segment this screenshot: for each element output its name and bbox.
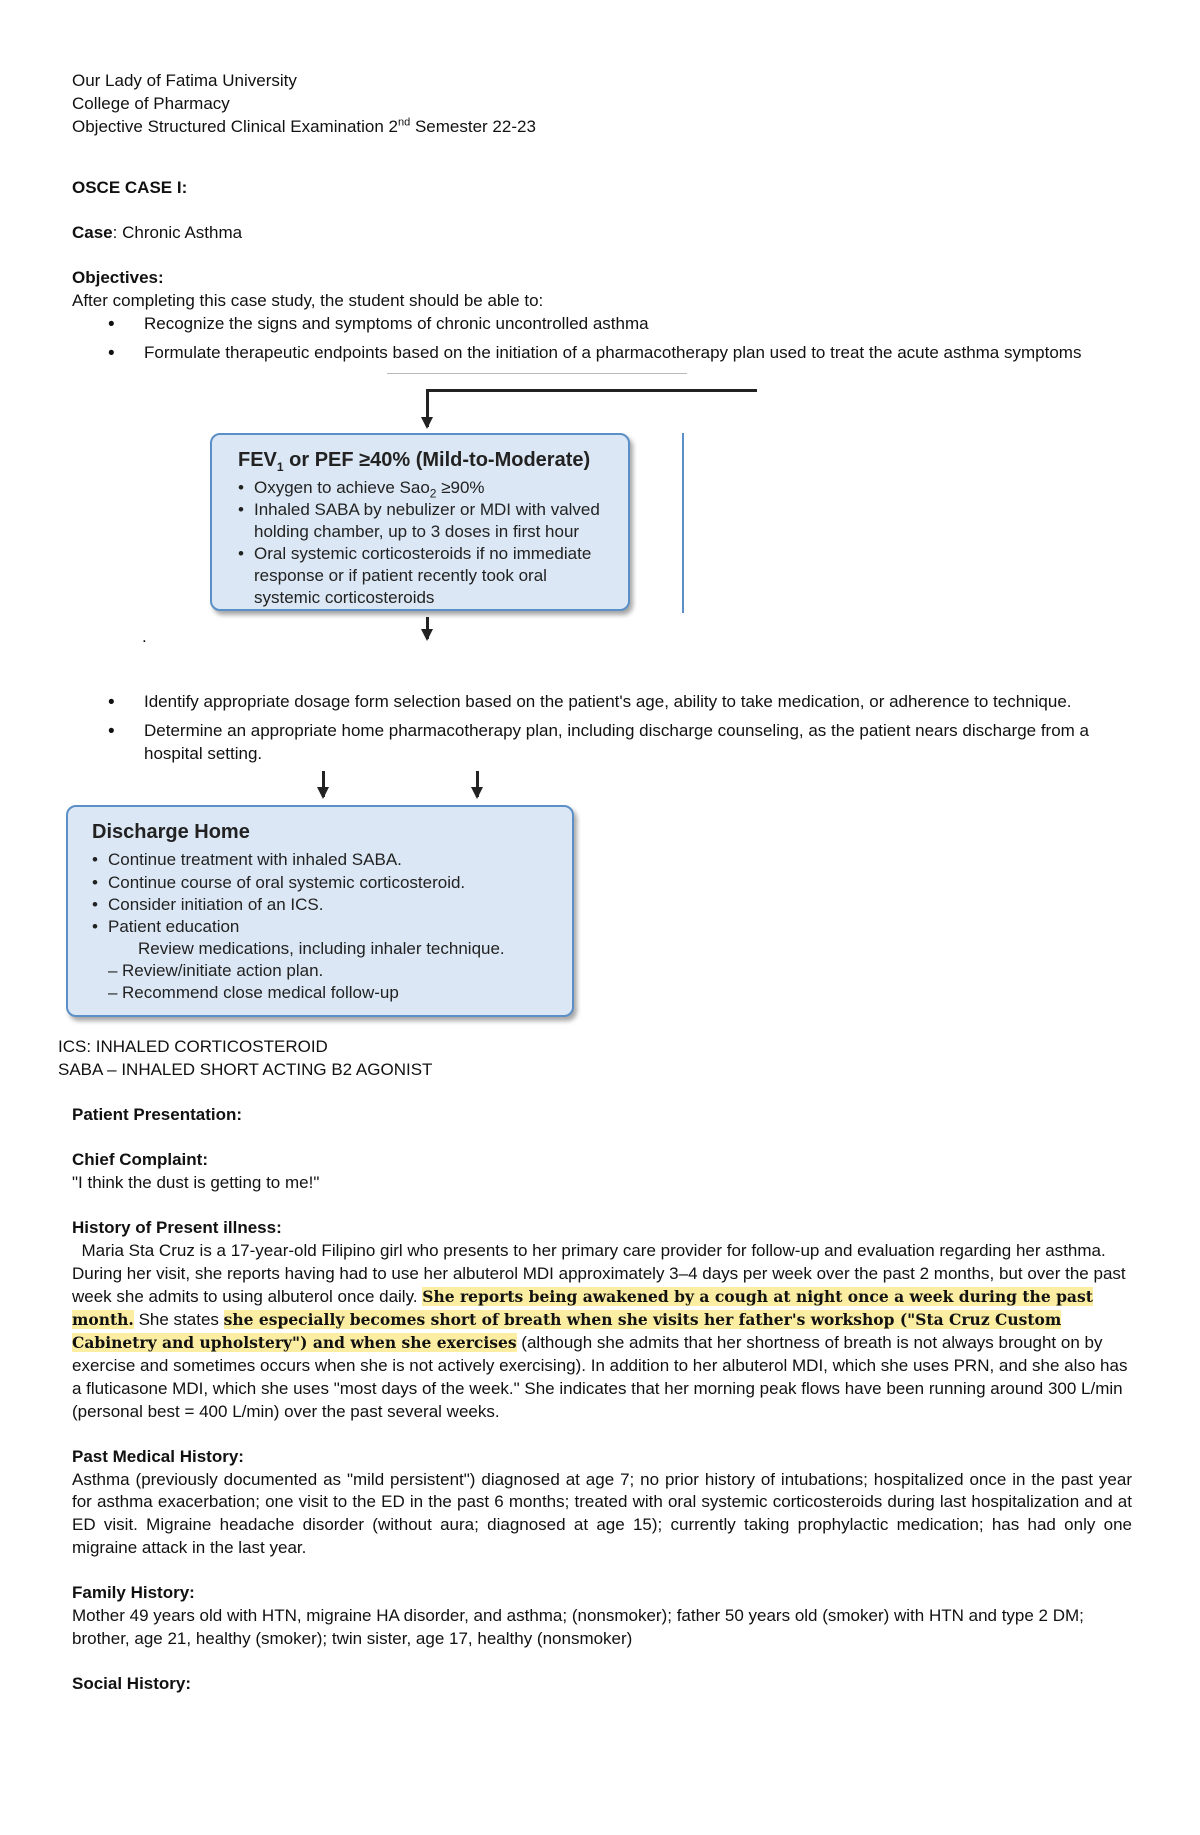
chief-complaint-heading: Chief Complaint: [72, 1150, 208, 1170]
flow-connector-top [427, 389, 757, 392]
flow-box-subitem: – Recommend close medical follow-up [92, 982, 558, 1004]
flow-box-subitem: – Review/initiate action plan. [92, 960, 558, 982]
objective-item: • Determine an appropriate home pharmacotherapy plan, including discharge counseling, as the patient nears discharge from a hospital setting. [144, 720, 1132, 766]
flow-box-item: • Continue treatment with inhaled SABA. [92, 849, 558, 871]
arrow-down-icon [426, 389, 429, 427]
flow-box-title: $FEV_1$ or PEF ≥40% (Mild-to-Moderate) [238, 448, 591, 474]
college-name: College of Pharmacy [72, 94, 230, 113]
family-history-text: Mother 49 years old with HTN, migraine HA disorder, and asthma; (nonsmoker); father 50 years old (smoker) with HTN and type 2 DM; brother, age 21, healthy (smoker); twin sister, age 17, healthy (nonsmoker) [72, 1606, 1084, 1649]
objective-item: • Formulate therapeutic endpoints based on the initiation of a pharmacotherapy plan used to treat the acute asthma symptoms [144, 342, 1132, 365]
flow-side-divider [682, 433, 684, 613]
flow-box-title: Discharge Home [92, 821, 250, 844]
trailing-period: . [142, 626, 147, 646]
flow-box-item: • Inhaled SABA by nebulizer or MDI with valved holding chamber, up to 3 doses in first hour [238, 499, 614, 543]
university-name: Our Lady of Fatima University [72, 71, 297, 90]
objective-item: • Recognize the signs and symptoms of chronic uncontrolled asthma [144, 313, 1132, 336]
flow-box-item: • Consider initiation of an ICS. [92, 894, 558, 916]
hpi-heading: History of Present illness: [72, 1218, 282, 1238]
chief-complaint-text: "I think the dust is getting to me!" [72, 1173, 320, 1193]
objectives-intro: After completing this case study, the student should be able to: [72, 290, 544, 310]
flowchart-acute-treatment [72, 371, 1132, 691]
hpi-highlight: she especially becomes short of breath when she visits her father's workshop ("Sta Cruz Custom Cabinetry and upholstery") and when she exercises [72, 1309, 1062, 1352]
arrow-down-icon [476, 771, 479, 797]
flow-box-discharge-home [66, 805, 574, 1017]
flow-box-item: • Continue course of oral systemic corticosteroid. [92, 872, 558, 894]
objective-item: • Identify appropriate dosage form selection based on the patient's age, ability to take medication, or adherence to technique. [144, 691, 1132, 714]
objectives-list-1 [72, 313, 1132, 365]
hpi-highlight: She reports being awakened by a cough at night once a week during the past month. [72, 1286, 1093, 1329]
flow-box-subitem: Review medications, including inhaler technique. [138, 938, 505, 958]
case-line: Case: Chronic Asthma [72, 222, 243, 242]
flowchart-discharge [72, 771, 1132, 1026]
patient-presentation-heading: Patient Presentation: [72, 1105, 243, 1125]
objectives-list-2 [72, 691, 1132, 766]
family-history-heading: Family History: [72, 1583, 195, 1603]
document-page [58, 70, 1132, 1696]
flow-box-mild-moderate [210, 433, 630, 611]
objectives-heading: Objectives: [72, 267, 164, 287]
flow-box-item: • Oxygen to achieve Sao$_2$ ≥90% [238, 477, 614, 499]
flow-connector-faint [387, 373, 687, 374]
flow-box-list [92, 849, 558, 1004]
pmh-text: Asthma (previously documented as "mild persistent") diagnosed at age 7; no prior history of intubations; hospitalized once in the past year for asthma exacerbation; one visit to the ED in the past 6 months; treated with oral systemic corticosteroids during last hospitalization and at ED visit. Migraine headache disorder (without aura; diagnosed at age 15); currently taking prophylactic medication; has had only one migraine attack in the last year. [72, 1469, 1132, 1558]
social-history-heading: Social History: [72, 1674, 192, 1694]
flow-box-item: • Oral systemic corticosteroids if no immediate response or if patient recently took oral systemic corticosteroids [238, 543, 614, 609]
letterhead [72, 70, 1132, 139]
arrow-down-icon [426, 617, 429, 639]
abbreviation-saba: SABA – INHALED SHORT ACTING B2 AGONIST [58, 1060, 433, 1080]
pmh-heading: Past Medical History: [72, 1446, 244, 1466]
arrow-down-icon [322, 771, 325, 797]
exam-title: Objective Structured Clinical Examination 2nd Semester 22-23 [72, 116, 536, 136]
case-title: OSCE CASE I: [72, 178, 188, 197]
flow-box-item: • Patient education [92, 916, 558, 938]
abbreviation-ics: ICS: INHALED CORTICOSTEROID [58, 1037, 328, 1057]
flow-box-list [238, 477, 614, 610]
hpi-paragraph: Maria Sta Cruz is a 17-year-old Filipino girl who presents to her primary care provider for follow-up and evaluation regarding her asthma. During her visit, she reports having had to use her albuterol MDI approximately 3–4 days per week over the past 2 months, but over the past week she admits to using albuterol once daily. She reports being awakened by a cough at night once a week during the past month. She states she especially becomes short of breath when she visits her father's workshop ("Sta Cruz Custom Cabinetry and upholstery") and when she exercises (although she admits that her shortness of breath is not always brought on by exercise and sometimes occurs when she is not actively exercising). In addition to her albuterol MDI, which she uses PRN, and she also has a fluticasone MDI, which she uses "most days of the week." She indicates that her morning peak flows have been running around 300 L/min (personal best = 400 L/min) over the past several weeks. [72, 1241, 1128, 1421]
